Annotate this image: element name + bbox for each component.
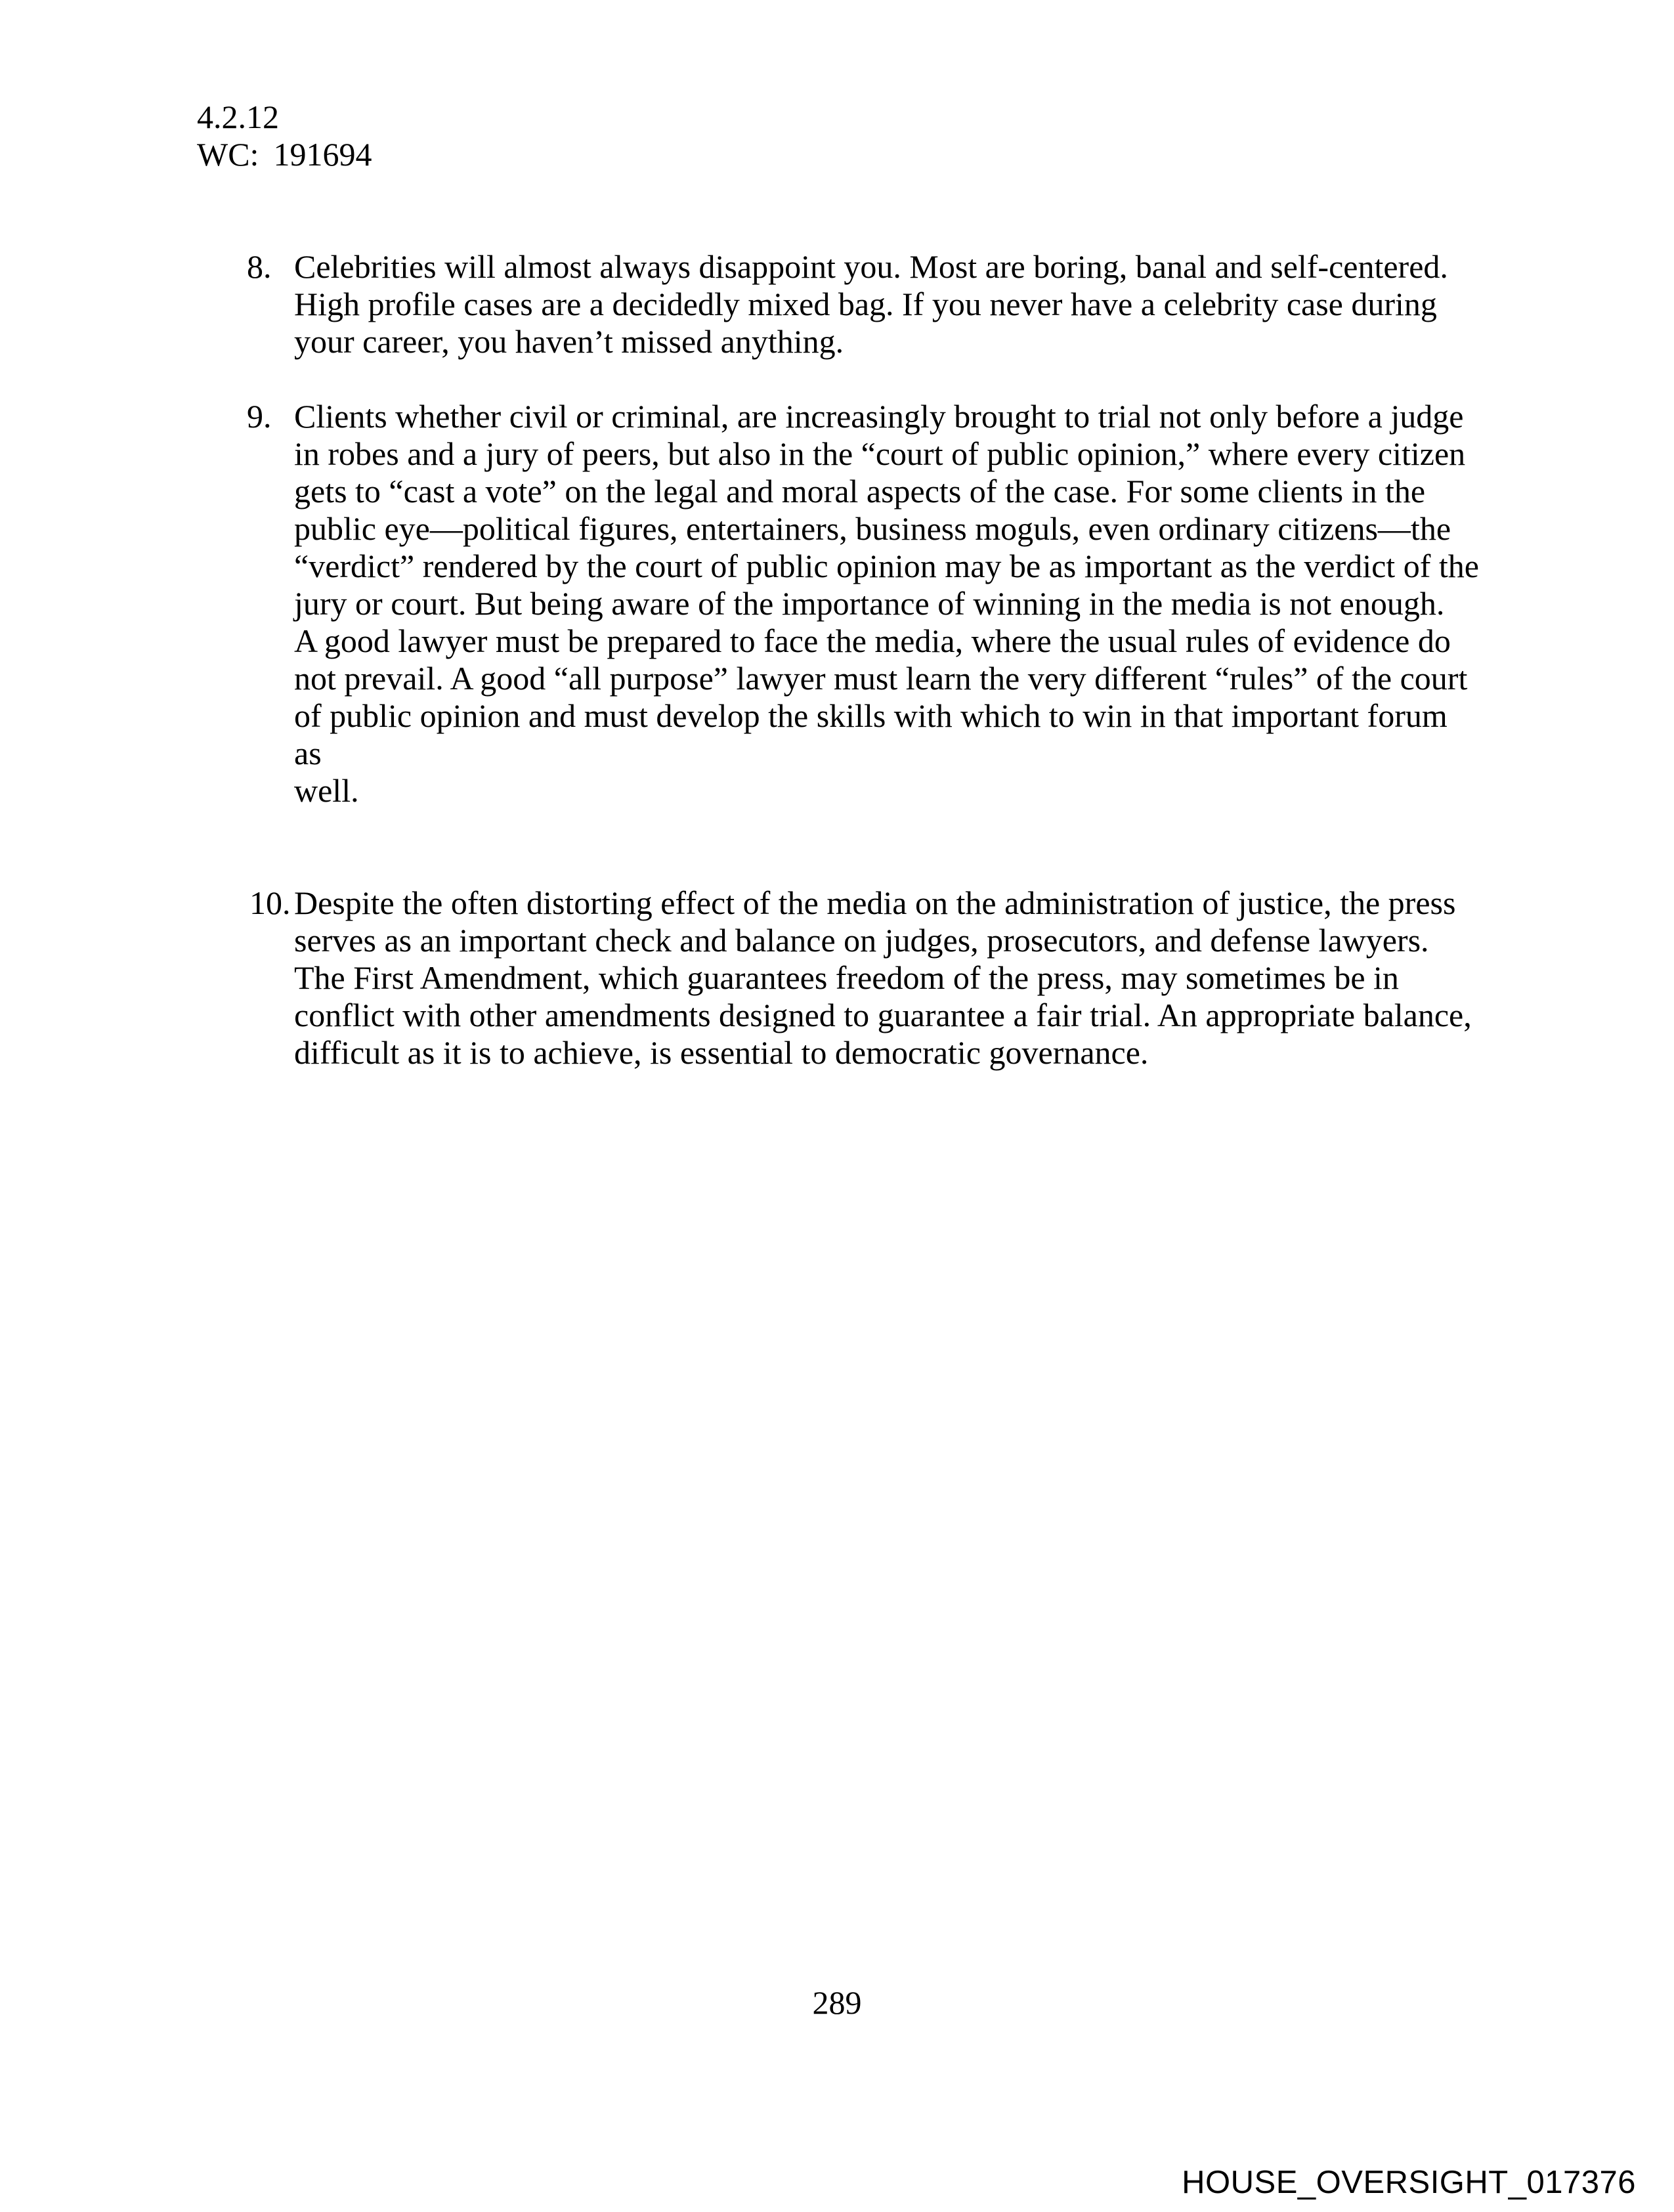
list-item-line: well. <box>294 772 359 809</box>
list-item-line: “verdict” rendered by the court of public opinion may be as important as the verdict of the <box>294 548 1479 584</box>
list-item-line: Celebrities will almost always disappoint you. Most are boring, banal and self-centered. <box>294 248 1448 285</box>
list-item-9 <box>247 398 1481 810</box>
list-item-number: 10. <box>249 884 291 921</box>
word-count <box>197 136 372 173</box>
list-item-line: in robes and a jury of peers, but also in the “court of public opinion,” where every citizen <box>294 435 1466 472</box>
list-item-line: your career, you haven’t missed anything. <box>294 323 844 360</box>
list-item-line: of public opinion and must develop the skills with which to win in that important forum as <box>294 697 1448 771</box>
list-item-line: Despite the often distorting effect of the media on the administration of justice, the press <box>294 884 1456 921</box>
list-item-8 <box>247 248 1481 360</box>
numbered-list <box>247 248 1481 1072</box>
list-item-line: jury or court. But being aware of the importance of winning in the media is not enough. <box>294 585 1445 622</box>
list-item-line: High profile cases are a decidedly mixed bag. If you never have a celebrity case during <box>294 286 1437 322</box>
word-count-label: WC: <box>197 136 259 173</box>
list-item-number: 9. <box>247 398 272 435</box>
list-item-10 <box>247 884 1481 1072</box>
list-item-line: serves as an important check and balance on judges, prosecutors, and defense lawyers. <box>294 922 1429 959</box>
list-item-line: difficult as it is to achieve, is essential to democratic governance. <box>294 1034 1149 1071</box>
document-header <box>197 98 372 173</box>
list-item-number: 8. <box>247 248 272 285</box>
list-item-line: gets to “cast a vote” on the legal and moral aspects of the case. For some clients in the <box>294 473 1426 510</box>
bates-stamp: HOUSE_OVERSIGHT_017376 <box>1182 2165 1636 2200</box>
header-date: 4.2.12 <box>197 98 279 135</box>
list-item-line: A good lawyer must be prepared to face the media, where the usual rules of evidence do <box>294 622 1451 659</box>
list-item-line: not prevail. A good “all purpose” lawyer must learn the very different “rules” of the court <box>294 660 1468 697</box>
page-number: 289 <box>812 1984 862 2021</box>
list-item-line: public eye—political figures, entertainers, business moguls, even ordinary citizens—the <box>294 510 1451 547</box>
word-count-value: 191694 <box>273 136 372 173</box>
list-item-line: conflict with other amendments designed to guarantee a fair trial. An appropriate balance, <box>294 997 1472 1033</box>
list-item-line: The First Amendment, which guarantees freedom of the press, may sometimes be in <box>294 959 1399 996</box>
list-item-line: Clients whether civil or criminal, are increasingly brought to trial not only before a judge <box>294 398 1464 435</box>
